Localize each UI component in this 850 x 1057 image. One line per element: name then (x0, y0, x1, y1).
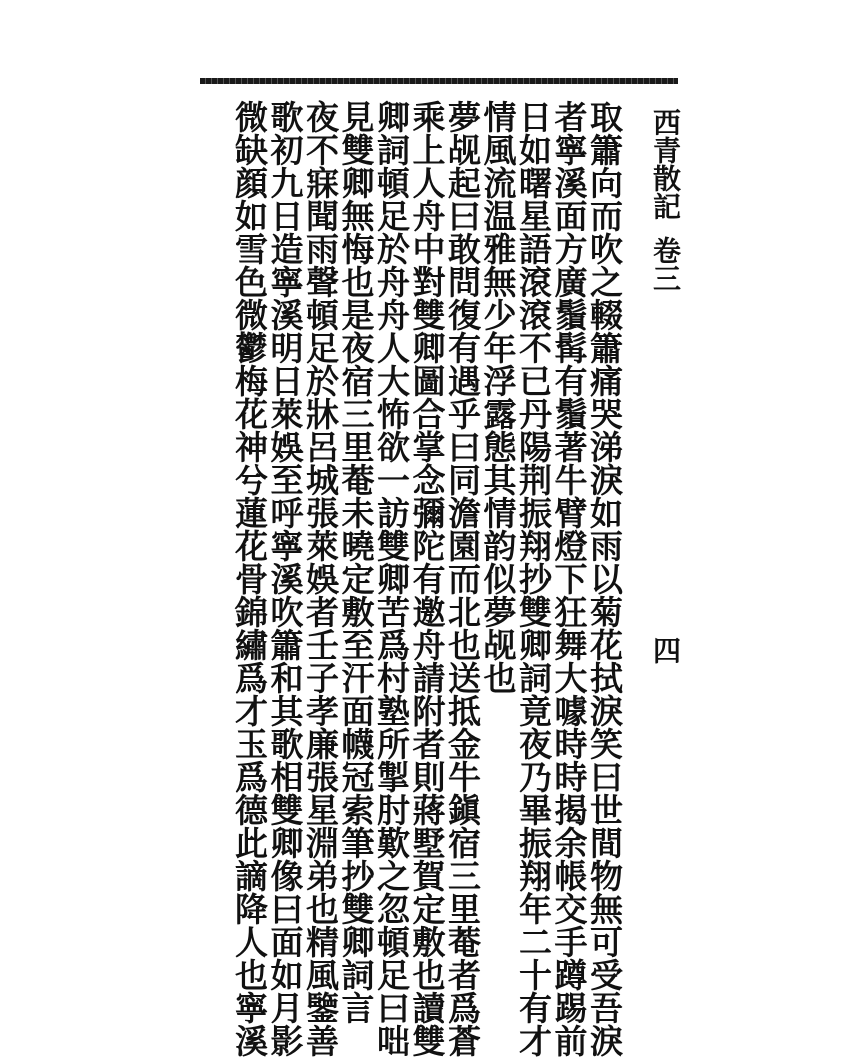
text-column: 情風流温雅無少年浮露態其情韵似夢觇也 (478, 100, 518, 694)
text-column: 夢觇起曰敢問復有遇乎曰同澹園而北也送抵金牛鎭宿三里菴者爲蒼 (443, 100, 482, 1057)
page-number: 四 (649, 636, 682, 664)
text-column: 乘上人舟中對雙卿圖合掌念彌陀有邀舟請附者則蔣墅賀定敷也讀雙 (407, 100, 447, 1057)
text-column: 微缺顔如雪色微鬱梅花神兮蓮花骨錦繡爲才玉爲德此謫降人也寧溪 (230, 100, 269, 1057)
text-column: 卿詞頓足於舟舟人大怖欲一訪雙卿苦爲村塾所掣肘歎之忽頓足曰咄 (372, 100, 411, 1057)
top-border-rule (200, 78, 678, 84)
text-column: 見雙卿無悔也是夜宿三里菴未曉定敷至汗面幭冠索筆抄雙卿詞言 (336, 100, 376, 1024)
text-column: 夜不寐聞雨聲頓足於牀呂城張萊娛者壬子孝廉張星淵弟也精風鑒善 (301, 100, 340, 1057)
main-text-block (230, 100, 624, 1057)
text-column: 取簫向而吹之輟簫痛哭涕淚如雨以菊花拭淚笑曰世間物無可受吾淚 (585, 100, 624, 1057)
running-header-volume: 卷三 (649, 236, 682, 292)
text-column: 日如曙星語滾滾不已丹陽荆振翔抄雙卿詞竟夜乃畢振翔年二十有才 (514, 100, 553, 1057)
text-column: 者寧溪面方廣鬚髯有鬚著牛臂燈下狂舞大噱時時揭余帳交手蹲踢前 (549, 100, 589, 1057)
text-column: 歌初九日造寧溪明日萊娛至呼寧溪吹簫和其歌相雙卿像曰面如月影 (265, 100, 305, 1057)
running-header-title: 西青散記 (649, 108, 682, 220)
